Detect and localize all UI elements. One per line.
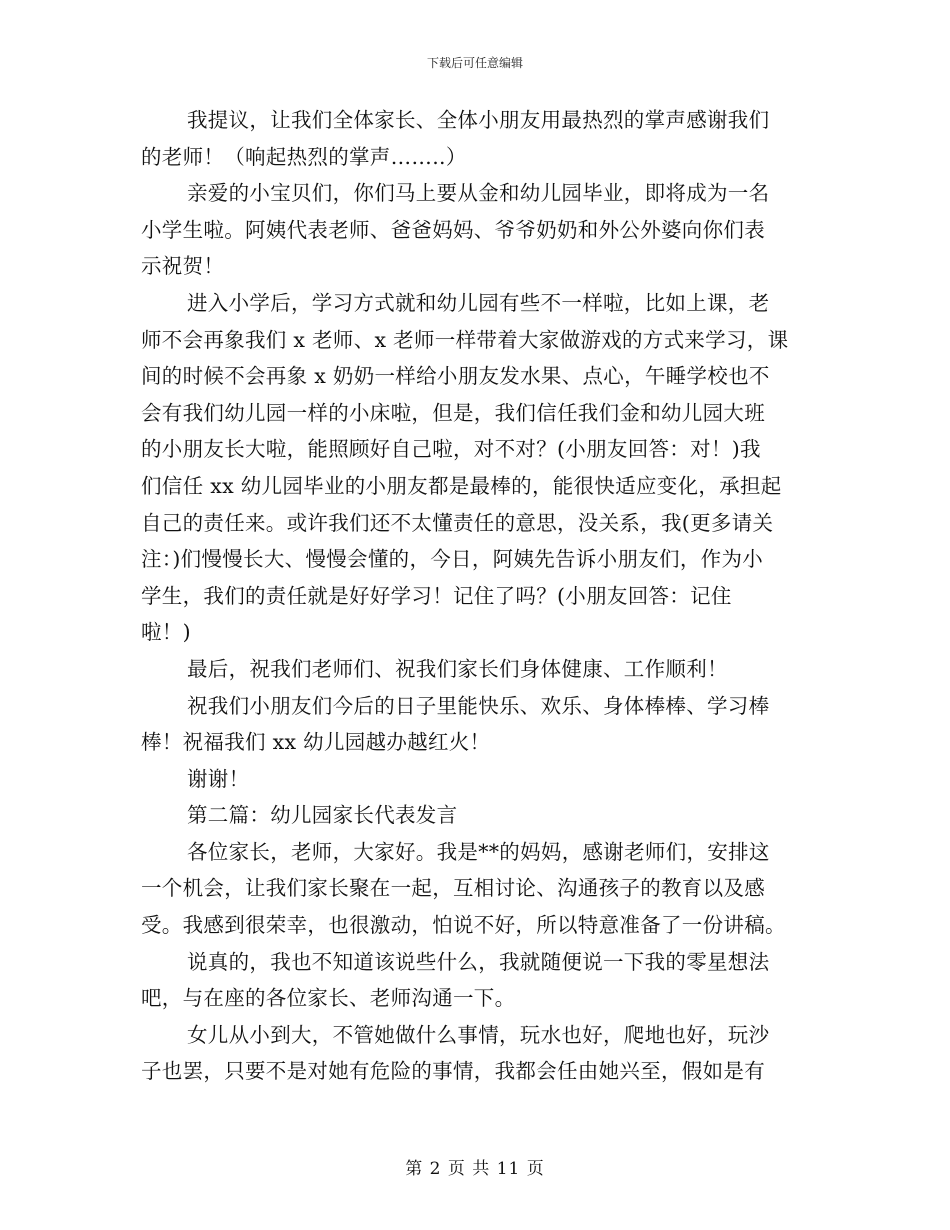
paragraph bbox=[141, 761, 809, 798]
text-line: 谢谢！ bbox=[187, 766, 250, 791]
text-line: 的老师！（响起热烈的掌声……..） bbox=[141, 144, 467, 169]
text-line: 受。我感到很荣幸，也很激动，怕说不好，所以特意准备了一份讲稿。 bbox=[141, 913, 786, 938]
text-line: 说真的，我也不知道该说些什么，我就随便说一下我的零星想法 bbox=[187, 949, 770, 974]
text-line: 女儿从小到大，不管她做什么事情，玩水也好，爬地也好，玩沙 bbox=[187, 1022, 770, 1047]
page-header bbox=[0, 54, 950, 71]
text-line: 的小朋友长大啦，能照顾好自己啦，对不对？(小朋友回答：对！)我 bbox=[141, 437, 761, 462]
paragraph bbox=[141, 834, 809, 944]
text-line: 第二篇：幼儿园家长代表发言 bbox=[187, 803, 458, 828]
text-line: 示祝贺！ bbox=[141, 254, 225, 279]
text-line: 师不会再象我们 x 老师、x 老师一样带着大家做游戏的方式来学习，课 bbox=[141, 327, 789, 352]
text-line: 亲爱的小宝贝们，你们马上要从金和幼儿园毕业，即将成为一名 bbox=[187, 181, 770, 206]
paragraph bbox=[141, 797, 809, 834]
text-line: 们信任 xx 幼儿园毕业的小朋友都是最棒的，能很快适应变化，承担起 bbox=[141, 473, 782, 498]
text-line: 子也罢，只要不是对她有危险的事情，我都会任由她兴至，假如是有 bbox=[141, 1059, 765, 1084]
text-line: 吧，与在座的各位家长、老师沟通一下。 bbox=[141, 986, 516, 1011]
text-line: 最后，祝我们老师们、祝我们家长们身体健康、工作顺利！ bbox=[187, 656, 728, 681]
text-line: 祝我们小朋友们今后的日子里能快乐、欢乐、身体棒棒、学习棒 bbox=[187, 693, 770, 718]
paragraph bbox=[141, 285, 809, 651]
text-line: 会有我们幼儿园一样的小床啦，但是，我们信任我们金和幼儿园大班 bbox=[141, 400, 765, 425]
paragraph bbox=[141, 102, 809, 175]
text-line: 各位家长，老师，大家好。我是**的妈妈，感谢老师们，安排这 bbox=[187, 839, 770, 864]
text-line: 啦！) bbox=[141, 620, 191, 645]
paragraph bbox=[141, 688, 809, 761]
text-line: 注：)们慢慢长大、慢慢会懂的，今日，阿姨先告诉小朋友们，作为小 bbox=[141, 547, 764, 572]
paragraph bbox=[141, 175, 809, 285]
text-line: 自己的责任来。或许我们还不太懂责任的意思，没关系，我(更多请关 bbox=[141, 510, 774, 535]
paragraph bbox=[141, 1017, 809, 1090]
text-line: 间的时候不会再象 x 奶奶一样给小朋友发水果、点心，午睡学校也不 bbox=[141, 364, 770, 389]
text-line: 进入小学后，学习方式就和幼儿园有些不一样啦，比如上课，老 bbox=[187, 290, 770, 315]
header-text: 下载后可任意编辑 bbox=[426, 56, 523, 70]
text-line: 一个机会，让我们家长聚在一起，互相讨论、沟通孩子的教育以及感 bbox=[141, 876, 765, 901]
paragraph bbox=[141, 651, 809, 688]
paragraph bbox=[141, 944, 809, 1017]
text-line: 棒！祝福我们 xx 幼儿园越办越红火！ bbox=[141, 730, 491, 755]
page-footer bbox=[0, 1154, 950, 1179]
page-number: 第 2 页 共 11 页 bbox=[405, 1159, 545, 1179]
text-line: 我提议，让我们全体家长、全体小朋友用最热烈的掌声感谢我们 bbox=[187, 108, 770, 132]
document-body bbox=[141, 102, 809, 1090]
text-line: 学生，我们的责任就是好好学习！记住了吗？(小朋友回答：记住 bbox=[141, 583, 732, 608]
text-line: 小学生啦。阿姨代表老师、爸爸妈妈、爷爷奶奶和外公外婆向你们表 bbox=[141, 217, 765, 242]
